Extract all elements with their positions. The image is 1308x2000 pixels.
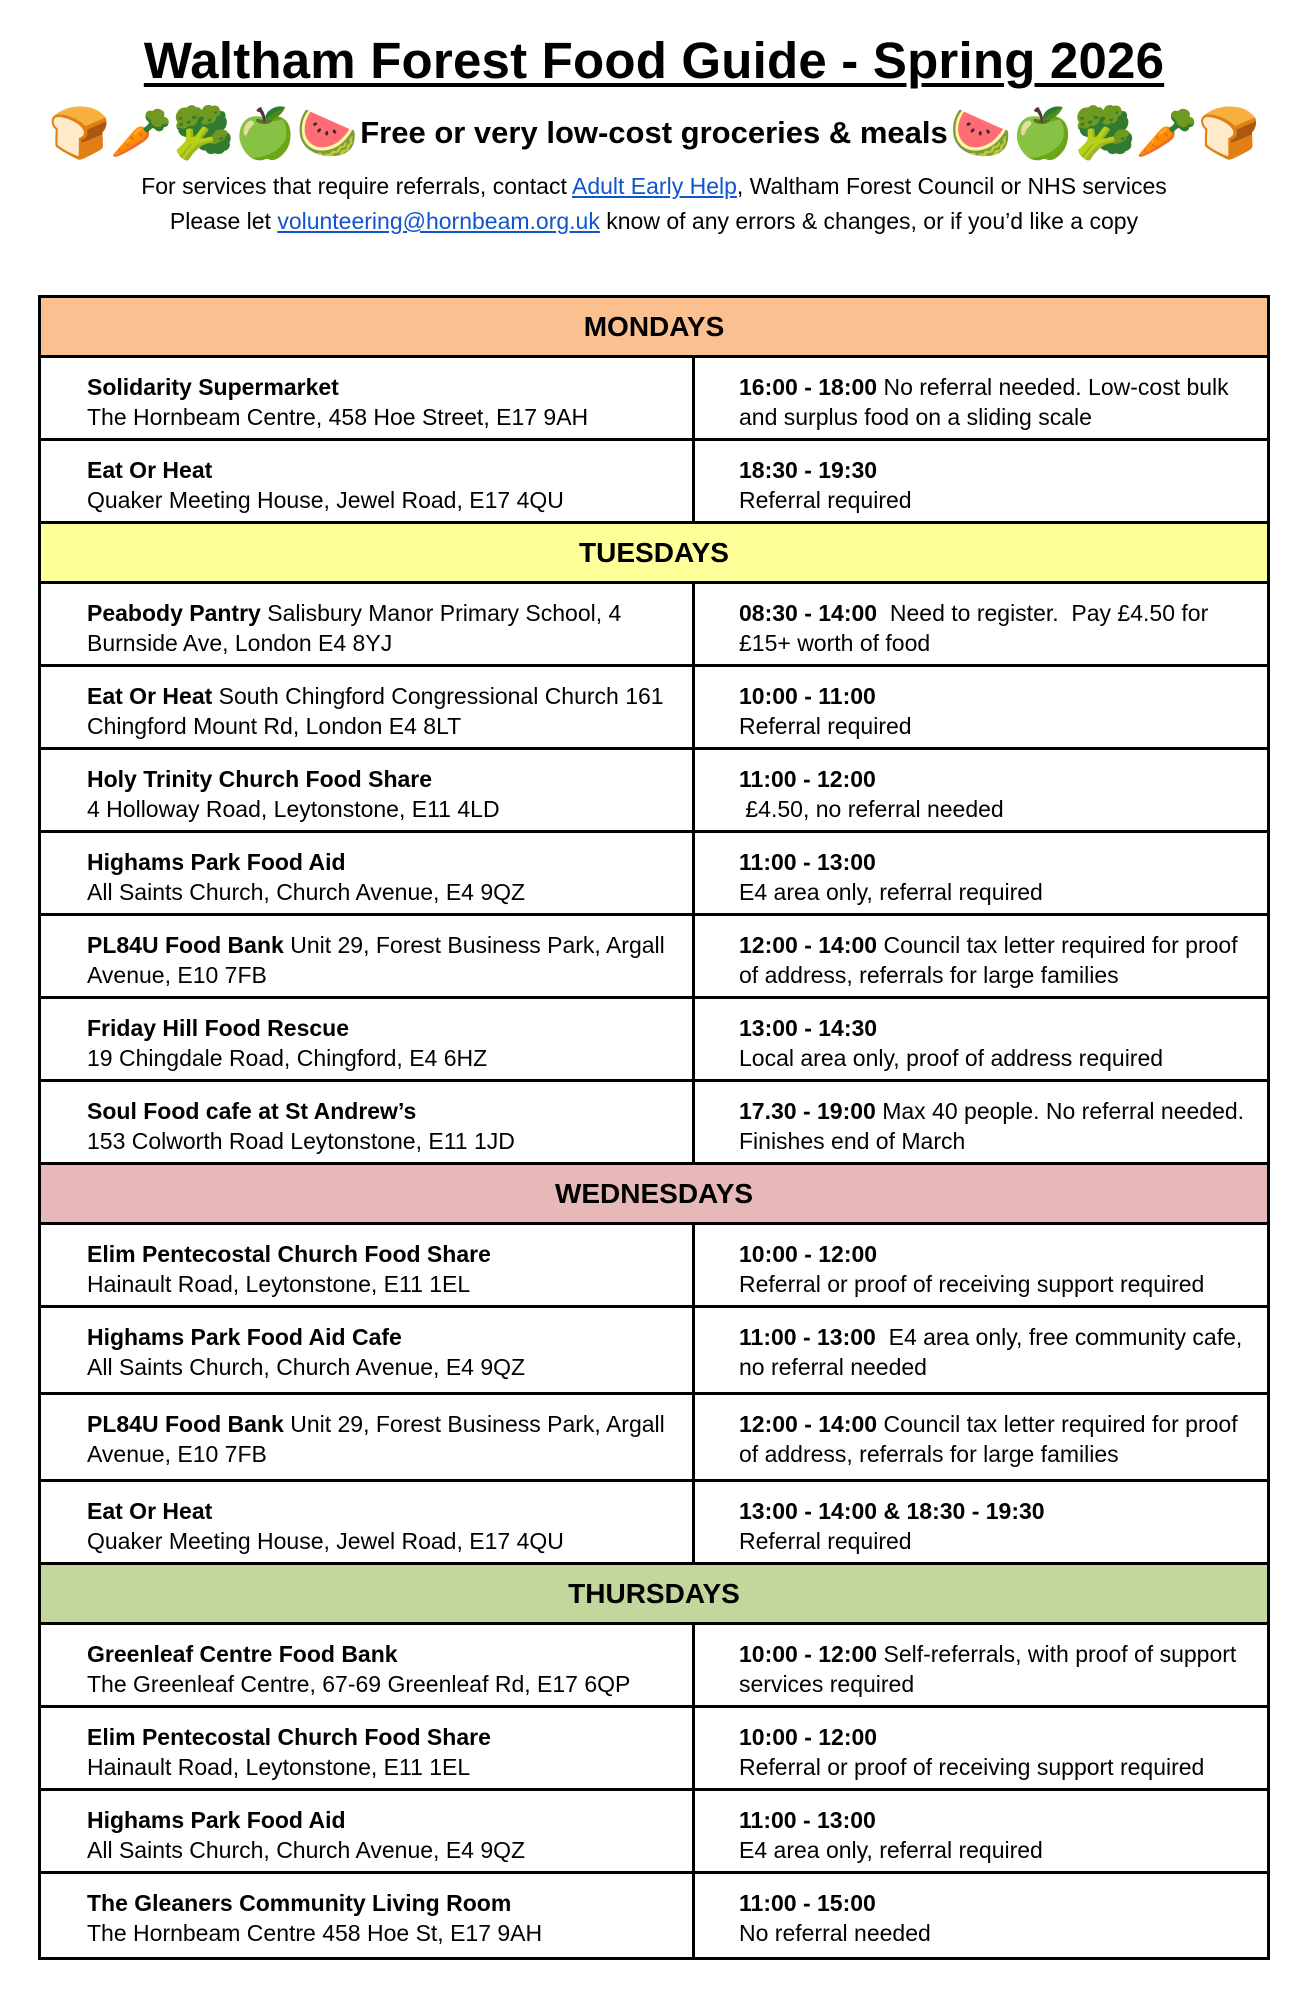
service-row xyxy=(41,833,1267,916)
service-name: Elim Pentecostal Church Food Share xyxy=(87,1241,491,1267)
service-name: Highams Park Food Aid Cafe xyxy=(87,1324,402,1350)
service-location-cell xyxy=(41,584,695,664)
referral-info-text-before: For services that require referrals, contact xyxy=(141,173,572,199)
service-time: 12:00 - 14:00 xyxy=(739,932,878,958)
service-location-cell xyxy=(41,1708,695,1788)
service-location-cell xyxy=(41,1082,695,1162)
page-title: Waltham Forest Food Guide - Spring 2026 xyxy=(143,32,1165,89)
service-details: Referral or proof of receiving support required xyxy=(739,1754,1205,1780)
contact-info-text-after: know of any errors & changes, or if you’d like a copy xyxy=(599,208,1139,234)
service-name: Greenleaf Centre Food Bank xyxy=(87,1641,398,1667)
service-time: 08:30 - 14:00 xyxy=(739,600,878,626)
service-details: E4 area only, free community cafe, no referral needed xyxy=(739,1324,1249,1380)
bread-icon: 🍞 xyxy=(1197,105,1261,161)
emoji-group-right xyxy=(950,103,1260,163)
service-time-cell xyxy=(695,1791,1267,1871)
service-time-cell xyxy=(695,667,1267,747)
broccoli-icon: 🥦 xyxy=(172,105,235,161)
service-row xyxy=(41,916,1267,999)
carrot-icon: 🥕 xyxy=(1135,105,1199,161)
service-address: Quaker Meeting House, Jewel Road, E17 4QU xyxy=(87,1528,564,1554)
service-address: Quaker Meeting House, Jewel Road, E17 4QU xyxy=(87,487,564,513)
service-location-cell xyxy=(41,750,695,830)
service-row xyxy=(41,750,1267,833)
service-address: Unit 29, Forest Business Park, Argall Avenue, E10 7FB xyxy=(87,932,670,988)
service-time: 13:00 - 14:00 & 18:30 - 19:30 xyxy=(739,1498,1045,1524)
service-time: 10:00 - 11:00 xyxy=(739,683,876,709)
service-location-cell xyxy=(41,1395,695,1479)
service-location-cell xyxy=(41,667,695,747)
service-time-cell xyxy=(695,1395,1267,1479)
service-address: South Chingford Congressional Church 161 Chingford Mount Rd, London E4 8LT xyxy=(87,683,670,739)
service-time-cell xyxy=(695,358,1267,438)
service-time-cell xyxy=(695,1874,1267,1957)
referral-info xyxy=(0,171,1308,201)
service-location-cell xyxy=(41,358,695,438)
service-address: Salisbury Manor Primary School, 4 Burnside Ave, London E4 8YJ xyxy=(87,600,628,656)
service-row xyxy=(41,1625,1267,1708)
service-name: Eat Or Heat xyxy=(87,457,213,483)
day-header-mondays: MONDAYS xyxy=(41,298,1267,358)
service-location-cell xyxy=(41,1791,695,1871)
service-address: The Greenleaf Centre, 67-69 Greenleaf Rd, E17 6QP xyxy=(87,1671,631,1697)
service-time-cell xyxy=(695,441,1267,521)
service-time: 11:00 - 12:00 xyxy=(739,766,876,792)
service-details: Referral required xyxy=(739,713,912,739)
contact-info xyxy=(0,206,1308,236)
service-name: The Gleaners Community Living Room xyxy=(87,1890,512,1916)
green-apple-icon: 🍏 xyxy=(1011,105,1075,161)
service-time-cell xyxy=(695,999,1267,1079)
service-location-cell xyxy=(41,1308,695,1392)
service-name: Eat Or Heat xyxy=(87,1498,213,1524)
service-time: 16:00 - 18:00 xyxy=(739,374,878,400)
service-address: 153 Colworth Road Leytonstone, E11 1JD xyxy=(87,1128,515,1154)
service-row xyxy=(41,667,1267,750)
service-time-cell xyxy=(695,1482,1267,1562)
emoji-group-left xyxy=(48,103,358,163)
service-name: Eat Or Heat xyxy=(87,683,213,709)
contact-info-text-before: Please let xyxy=(169,208,278,234)
service-details: E4 area only, referral required xyxy=(739,879,1043,905)
service-row xyxy=(41,1482,1267,1565)
service-time: 11:00 - 13:00 xyxy=(739,1324,876,1350)
service-details: Referral required xyxy=(739,487,912,513)
service-name: Peabody Pantry xyxy=(87,600,261,626)
service-time: 10:00 - 12:00 xyxy=(739,1641,878,1667)
service-location-cell xyxy=(41,1625,695,1705)
service-location-cell xyxy=(41,1225,695,1305)
service-details: Need to register. Pay £4.50 for £15+ worth of food xyxy=(739,600,1215,656)
service-time: 11:00 - 13:00 xyxy=(739,1807,876,1833)
volunteering-email-link[interactable]: volunteering@hornbeam.org.uk xyxy=(277,208,600,234)
service-details: Referral required xyxy=(739,1528,912,1554)
service-details: Self-referrals, with proof of support services required xyxy=(739,1641,1243,1697)
service-row xyxy=(41,358,1267,441)
service-name: PL84U Food Bank xyxy=(87,1411,284,1437)
service-time-cell xyxy=(695,833,1267,913)
day-header-tuesdays: TUESDAYS xyxy=(41,524,1267,584)
service-name: Elim Pentecostal Church Food Share xyxy=(87,1724,491,1750)
service-name: Soul Food cafe at St Andrew’s xyxy=(87,1098,417,1124)
day-header-thursdays: THURSDAYS xyxy=(41,1565,1267,1625)
service-location-cell xyxy=(41,999,695,1079)
service-time: 13:00 - 14:30 xyxy=(739,1015,878,1041)
service-address: All Saints Church, Church Avenue, E4 9QZ xyxy=(87,1837,526,1863)
service-time-cell xyxy=(695,1225,1267,1305)
service-time: 10:00 - 12:00 xyxy=(739,1241,878,1267)
service-time-cell xyxy=(695,1308,1267,1392)
service-address: 4 Holloway Road, Leytonstone, E11 4LD xyxy=(87,796,500,822)
service-location-cell xyxy=(41,1482,695,1562)
service-name: PL84U Food Bank xyxy=(87,932,284,958)
watermelon-icon: 🍉 xyxy=(949,105,1013,161)
service-row xyxy=(41,1082,1267,1165)
service-details: Local area only, proof of address required xyxy=(739,1045,1164,1071)
service-details: Council tax letter required for proof of address, referrals for large families xyxy=(739,932,1244,988)
service-name: Highams Park Food Aid xyxy=(87,849,346,875)
service-time: 10:00 - 12:00 xyxy=(739,1724,878,1750)
service-location-cell xyxy=(41,441,695,521)
service-name: Highams Park Food Aid xyxy=(87,1807,346,1833)
service-address: Hainault Road, Leytonstone, E11 1EL xyxy=(87,1271,471,1297)
service-details: £4.50, no referral needed xyxy=(739,796,1004,822)
carrot-icon: 🥕 xyxy=(110,105,173,161)
service-location-cell xyxy=(41,916,695,996)
service-details: Council tax letter required for proof of address, referrals for large families xyxy=(739,1411,1244,1467)
service-address: Unit 29, Forest Business Park, Argall Avenue, E10 7FB xyxy=(87,1411,670,1467)
adult-early-help-link[interactable]: Adult Early Help xyxy=(571,173,737,199)
day-header-wednesdays: WEDNESDAYS xyxy=(41,1165,1267,1225)
bread-icon: 🍞 xyxy=(48,105,111,161)
watermelon-icon: 🍉 xyxy=(296,105,359,161)
service-time-cell xyxy=(695,584,1267,664)
service-time-cell xyxy=(695,750,1267,830)
service-row xyxy=(41,1308,1267,1395)
service-row xyxy=(41,999,1267,1082)
service-time-cell xyxy=(695,916,1267,996)
service-row xyxy=(41,584,1267,667)
service-time-cell xyxy=(695,1082,1267,1162)
service-row xyxy=(41,1708,1267,1791)
service-details: Max 40 people. No referral needed. Finishes end of March xyxy=(739,1098,1251,1154)
service-details: No referral needed. Low-cost bulk and surplus food on a sliding scale xyxy=(739,374,1236,430)
service-address: 19 Chingdale Road, Chingford, E4 6HZ xyxy=(87,1045,488,1071)
service-row xyxy=(41,441,1267,524)
service-address: The Hornbeam Centre, 458 Hoe Street, E17 9AH xyxy=(87,404,589,430)
schedule-table xyxy=(38,295,1270,1960)
broccoli-icon: 🥦 xyxy=(1073,105,1137,161)
service-name: Friday Hill Food Rescue xyxy=(87,1015,349,1041)
service-details: E4 area only, referral required xyxy=(739,1837,1043,1863)
service-time: 12:00 - 14:00 xyxy=(739,1411,878,1437)
service-address: Hainault Road, Leytonstone, E11 1EL xyxy=(87,1754,471,1780)
green-apple-icon: 🍏 xyxy=(234,105,297,161)
referral-info-text-after: , Waltham Forest Council or NHS services xyxy=(736,173,1167,199)
subtitle-row xyxy=(0,100,1308,166)
service-row xyxy=(41,1874,1267,1957)
service-row xyxy=(41,1791,1267,1874)
service-name: Holy Trinity Church Food Share xyxy=(87,766,433,792)
service-details: No referral needed xyxy=(739,1920,931,1946)
service-location-cell xyxy=(41,833,695,913)
service-time: 18:30 - 19:30 xyxy=(739,457,878,483)
service-time: 11:00 - 15:00 xyxy=(739,1890,876,1916)
service-time: 17.30 - 19:00 xyxy=(739,1098,876,1124)
service-address: All Saints Church, Church Avenue, E4 9QZ xyxy=(87,879,526,905)
service-row xyxy=(41,1395,1267,1482)
service-time-cell xyxy=(695,1708,1267,1788)
service-row xyxy=(41,1225,1267,1308)
service-location-cell xyxy=(41,1874,695,1957)
service-name: Solidarity Supermarket xyxy=(87,374,339,400)
service-address: All Saints Church, Church Avenue, E4 9QZ xyxy=(87,1354,526,1380)
subtitle: Free or very low-cost groceries & meals xyxy=(360,115,948,150)
service-time: 11:00 - 13:00 xyxy=(739,849,876,875)
service-address: The Hornbeam Centre 458 Hoe St, E17 9AH xyxy=(87,1920,543,1946)
service-time-cell xyxy=(695,1625,1267,1705)
service-details: Referral or proof of receiving support required xyxy=(739,1271,1205,1297)
